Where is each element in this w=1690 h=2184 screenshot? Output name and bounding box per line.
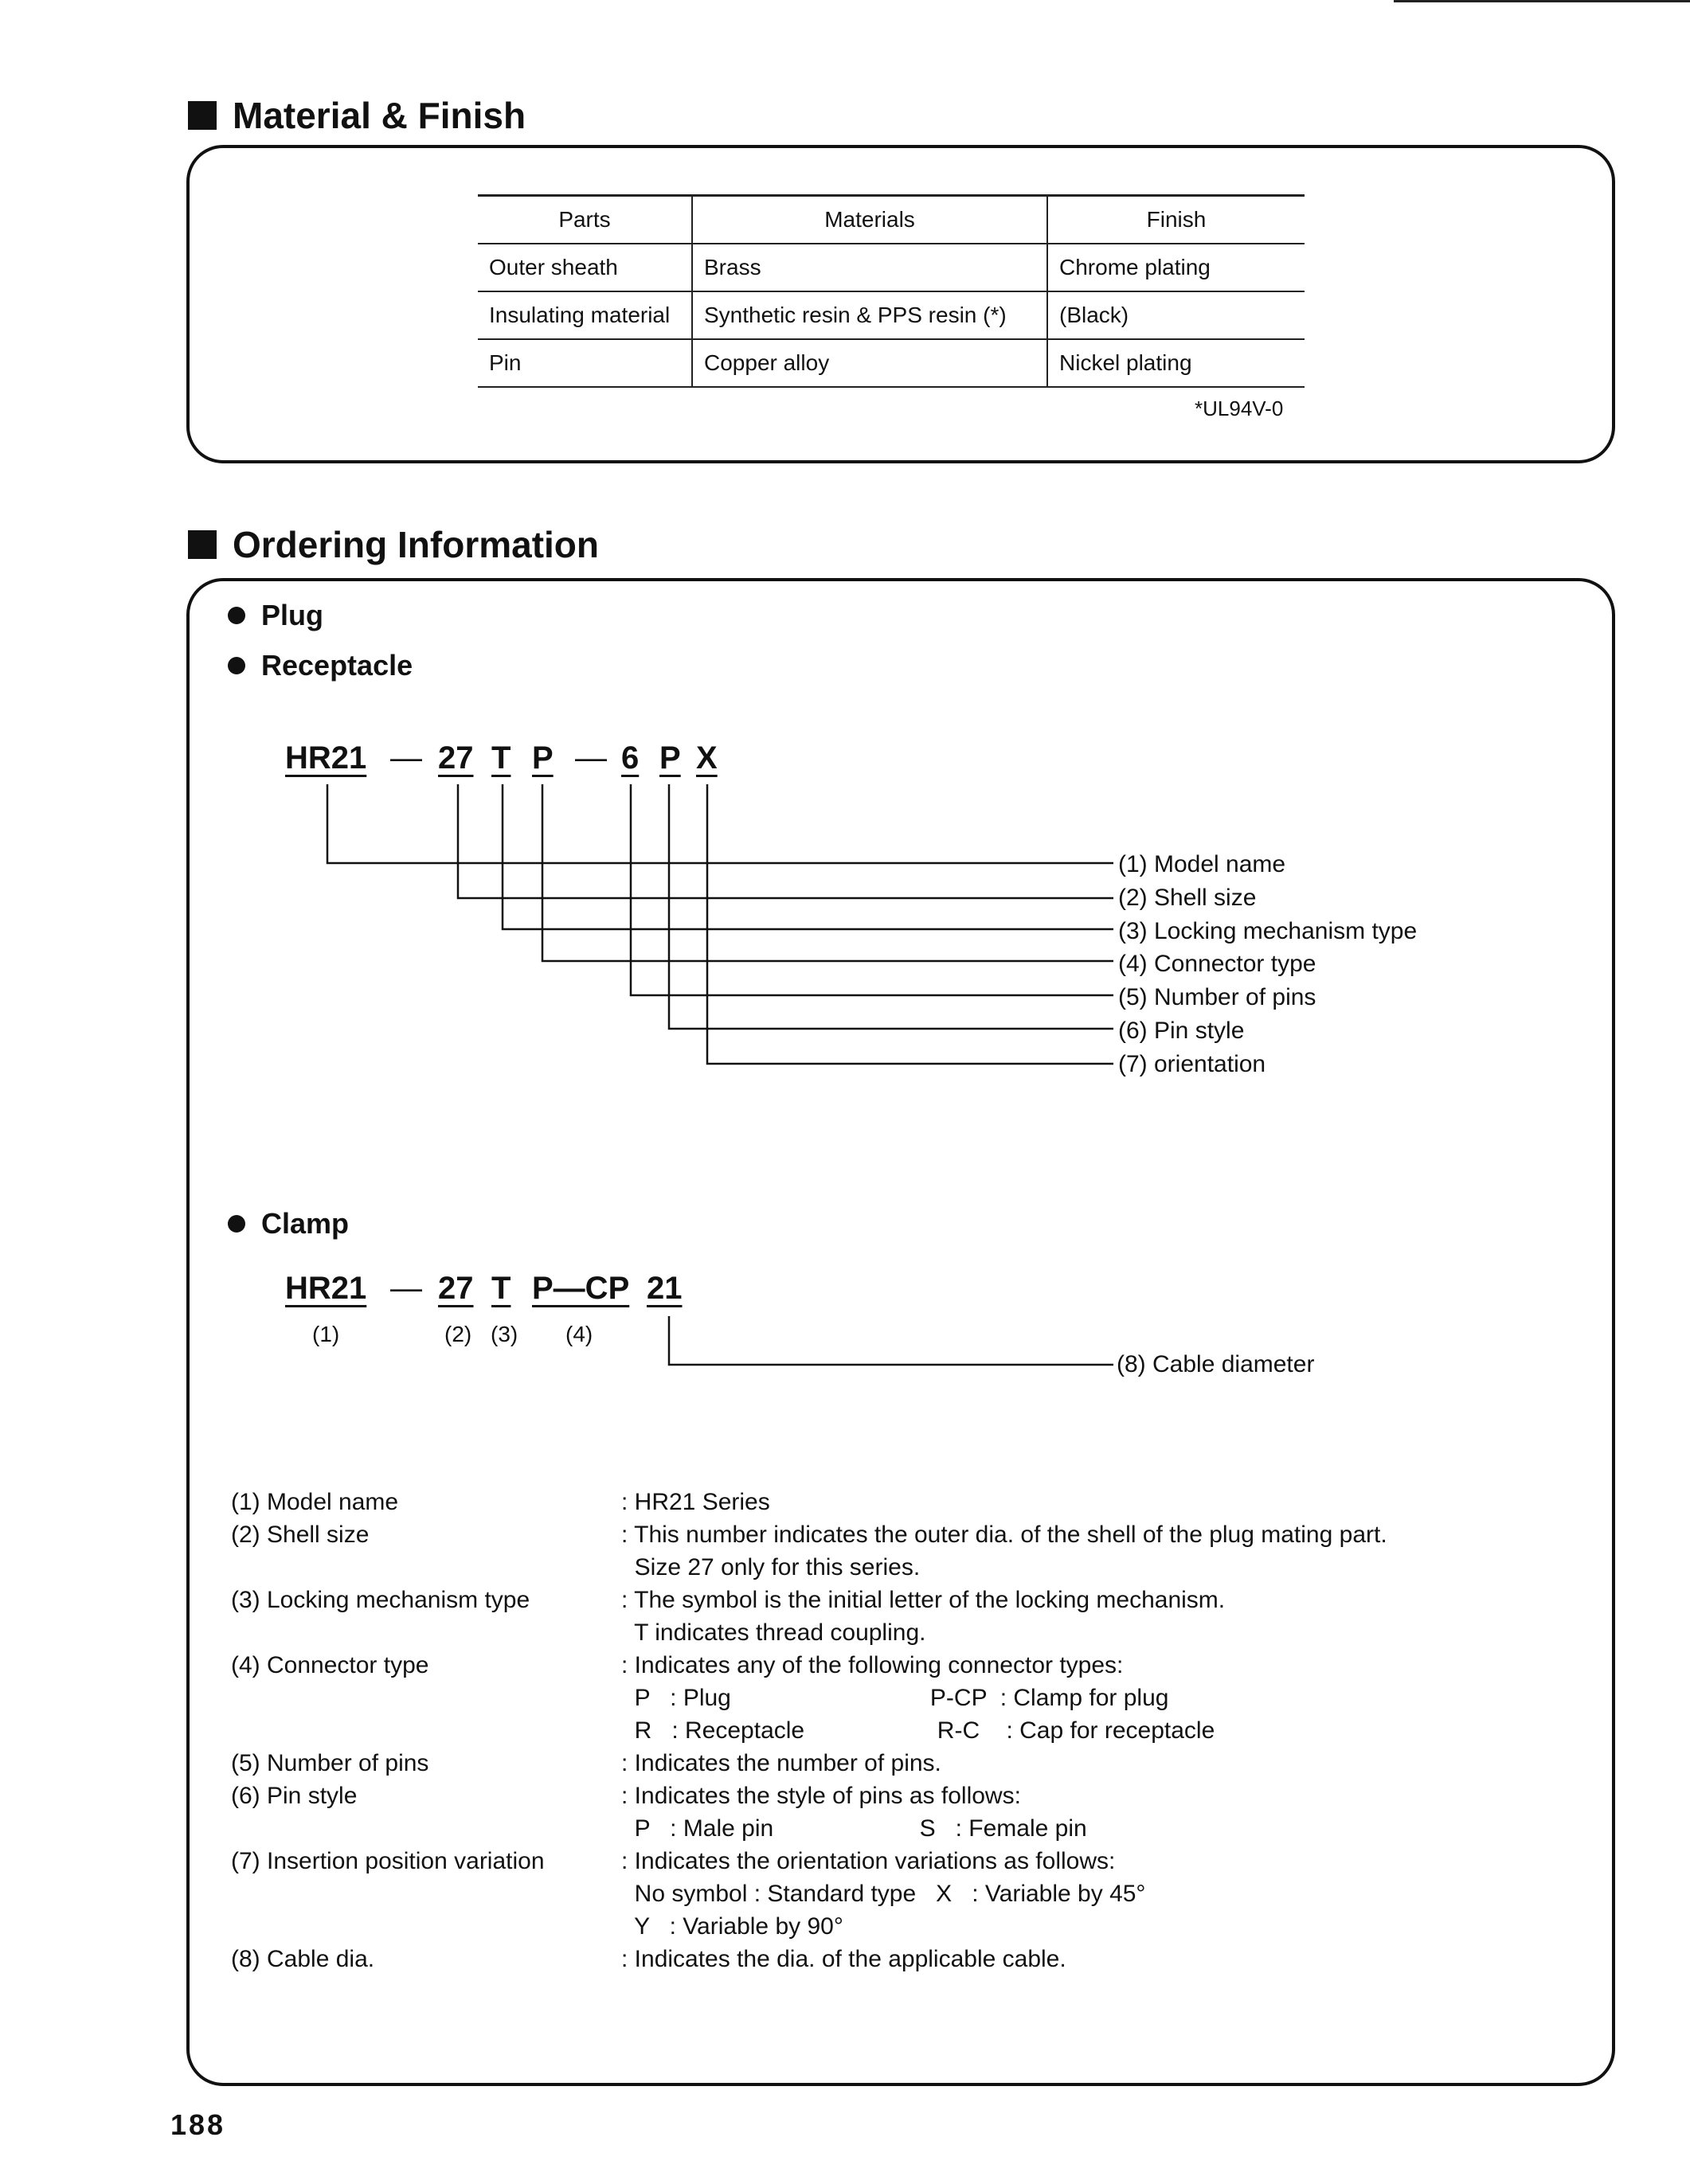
legend-row xyxy=(231,1587,1521,1619)
legend-row xyxy=(231,1750,1521,1783)
code-orient: X xyxy=(696,740,718,776)
legend-row xyxy=(231,1554,1521,1587)
legend-value: P : Plug P-CP : Clamp for plug xyxy=(621,1685,1169,1711)
legend-row xyxy=(231,1881,1521,1913)
legend-row xyxy=(231,1913,1521,1946)
code-label: (2) Shell size xyxy=(1118,885,1257,911)
table-cell: Pin xyxy=(478,339,692,387)
legend-row xyxy=(231,1685,1521,1717)
legend-key: (3) Locking mechanism type xyxy=(231,1587,530,1613)
ordering-title: Ordering Information xyxy=(233,524,599,565)
table-cell: Brass xyxy=(692,244,1047,291)
header-parts: Parts xyxy=(478,196,692,244)
legend-key: (2) Shell size xyxy=(231,1522,370,1548)
clamp-sub-label: (2) xyxy=(444,1322,472,1346)
clamp-sub-label: (3) xyxy=(491,1322,518,1346)
legend-value: : Indicates the style of pins as follows: xyxy=(621,1783,1021,1809)
table-cell: Copper alloy xyxy=(692,339,1047,387)
table-cell: Outer sheath xyxy=(478,244,692,291)
code-label: (6) Pin style xyxy=(1118,1018,1245,1044)
legend-row xyxy=(231,1848,1521,1881)
table-cell: Nickel plating xyxy=(1047,339,1305,387)
bullet-clamp xyxy=(228,1207,349,1240)
legend-value: : Indicates the number of pins. xyxy=(621,1750,941,1776)
legend-row xyxy=(231,1489,1521,1522)
code-label: (7) orientation xyxy=(1118,1051,1266,1077)
material-finish-title: Material & Finish xyxy=(233,95,526,136)
legend-key: (5) Number of pins xyxy=(231,1750,429,1776)
code-style: P xyxy=(659,740,681,776)
legend-row xyxy=(231,1946,1521,1979)
legend-value: P : Male pin S : Female pin xyxy=(621,1815,1087,1842)
clamp-sub-label: (1) xyxy=(312,1322,340,1346)
code-size: 27 xyxy=(438,740,474,776)
legend-value: R : Receptacle R-C : Cap for receptacle xyxy=(621,1717,1215,1744)
legend-key: (7) Insertion position variation xyxy=(231,1848,545,1874)
legend-row xyxy=(231,1619,1521,1652)
table-cell: Chrome plating xyxy=(1047,244,1305,291)
code-pins: 6 xyxy=(621,740,640,776)
legend-key: (8) Cable dia. xyxy=(231,1946,375,1972)
bullet-dot-icon xyxy=(228,1215,245,1233)
legend-key: (6) Pin style xyxy=(231,1783,358,1809)
code-label: (1) Model name xyxy=(1118,851,1286,877)
legend-row xyxy=(231,1815,1521,1848)
legend-value: : HR21 Series xyxy=(621,1489,770,1515)
legend-row xyxy=(231,1522,1521,1554)
header-materials: Materials xyxy=(692,196,1047,244)
code-dash: — xyxy=(575,740,607,776)
footnote: *UL94V-0 xyxy=(1195,397,1284,420)
clamp-model: HR21 xyxy=(285,1271,367,1306)
clamp-size: 27 xyxy=(438,1271,474,1306)
bullet-plug-label: Plug xyxy=(261,599,323,631)
table-cell: Insulating material xyxy=(478,291,692,339)
code-dash: — xyxy=(390,740,422,776)
legend-row xyxy=(231,1783,1521,1815)
legend-key: (4) Connector type xyxy=(231,1652,429,1678)
legend-value: : The symbol is the initial letter of the locking mechanism. xyxy=(621,1587,1226,1613)
code-label: (5) Number of pins xyxy=(1118,984,1316,1010)
code-label: (4) Connector type xyxy=(1118,951,1316,977)
legend-value: : Indicates any of the following connector types: xyxy=(621,1652,1124,1678)
code-model: HR21 xyxy=(285,740,367,776)
clamp-dash: — xyxy=(390,1271,422,1306)
legend-value: Size 27 only for this series. xyxy=(621,1554,921,1580)
clamp-type: P—CP xyxy=(532,1271,630,1306)
clamp-sub-label: (4) xyxy=(565,1322,593,1346)
legend xyxy=(231,1489,1521,1979)
legend-key: (1) Model name xyxy=(231,1489,399,1515)
legend-value: : Indicates the orientation variations as follows: xyxy=(621,1848,1116,1874)
code-lock: T xyxy=(491,740,511,776)
bullet-clamp-label: Clamp xyxy=(261,1207,350,1240)
legend-value: Y : Variable by 90° xyxy=(621,1913,843,1940)
code-type: P xyxy=(532,740,554,776)
legend-value: No symbol : Standard type X : Variable by 45° xyxy=(621,1881,1146,1907)
clamp-diameter-label: (8) Cable diameter xyxy=(1117,1351,1315,1377)
table-cell: Synthetic resin & PPS resin (*) xyxy=(692,291,1047,339)
clamp-diameter: 21 xyxy=(647,1271,683,1306)
legend-value: : This number indicates the outer dia. of the shell of the plug mating part. xyxy=(621,1522,1387,1548)
legend-value: T indicates thread coupling. xyxy=(621,1619,926,1646)
bullet-receptacle-label: Receptacle xyxy=(261,649,413,682)
clamp-lock: T xyxy=(491,1271,511,1306)
legend-value: : Indicates the dia. of the applicable cable. xyxy=(621,1946,1066,1972)
legend-row xyxy=(231,1717,1521,1750)
code-label: (3) Locking mechanism type xyxy=(1118,918,1418,944)
page-number: 188 xyxy=(170,2108,226,2141)
header-finish: Finish xyxy=(1047,196,1305,244)
legend-row xyxy=(231,1652,1521,1685)
table-cell: (Black) xyxy=(1047,291,1305,339)
